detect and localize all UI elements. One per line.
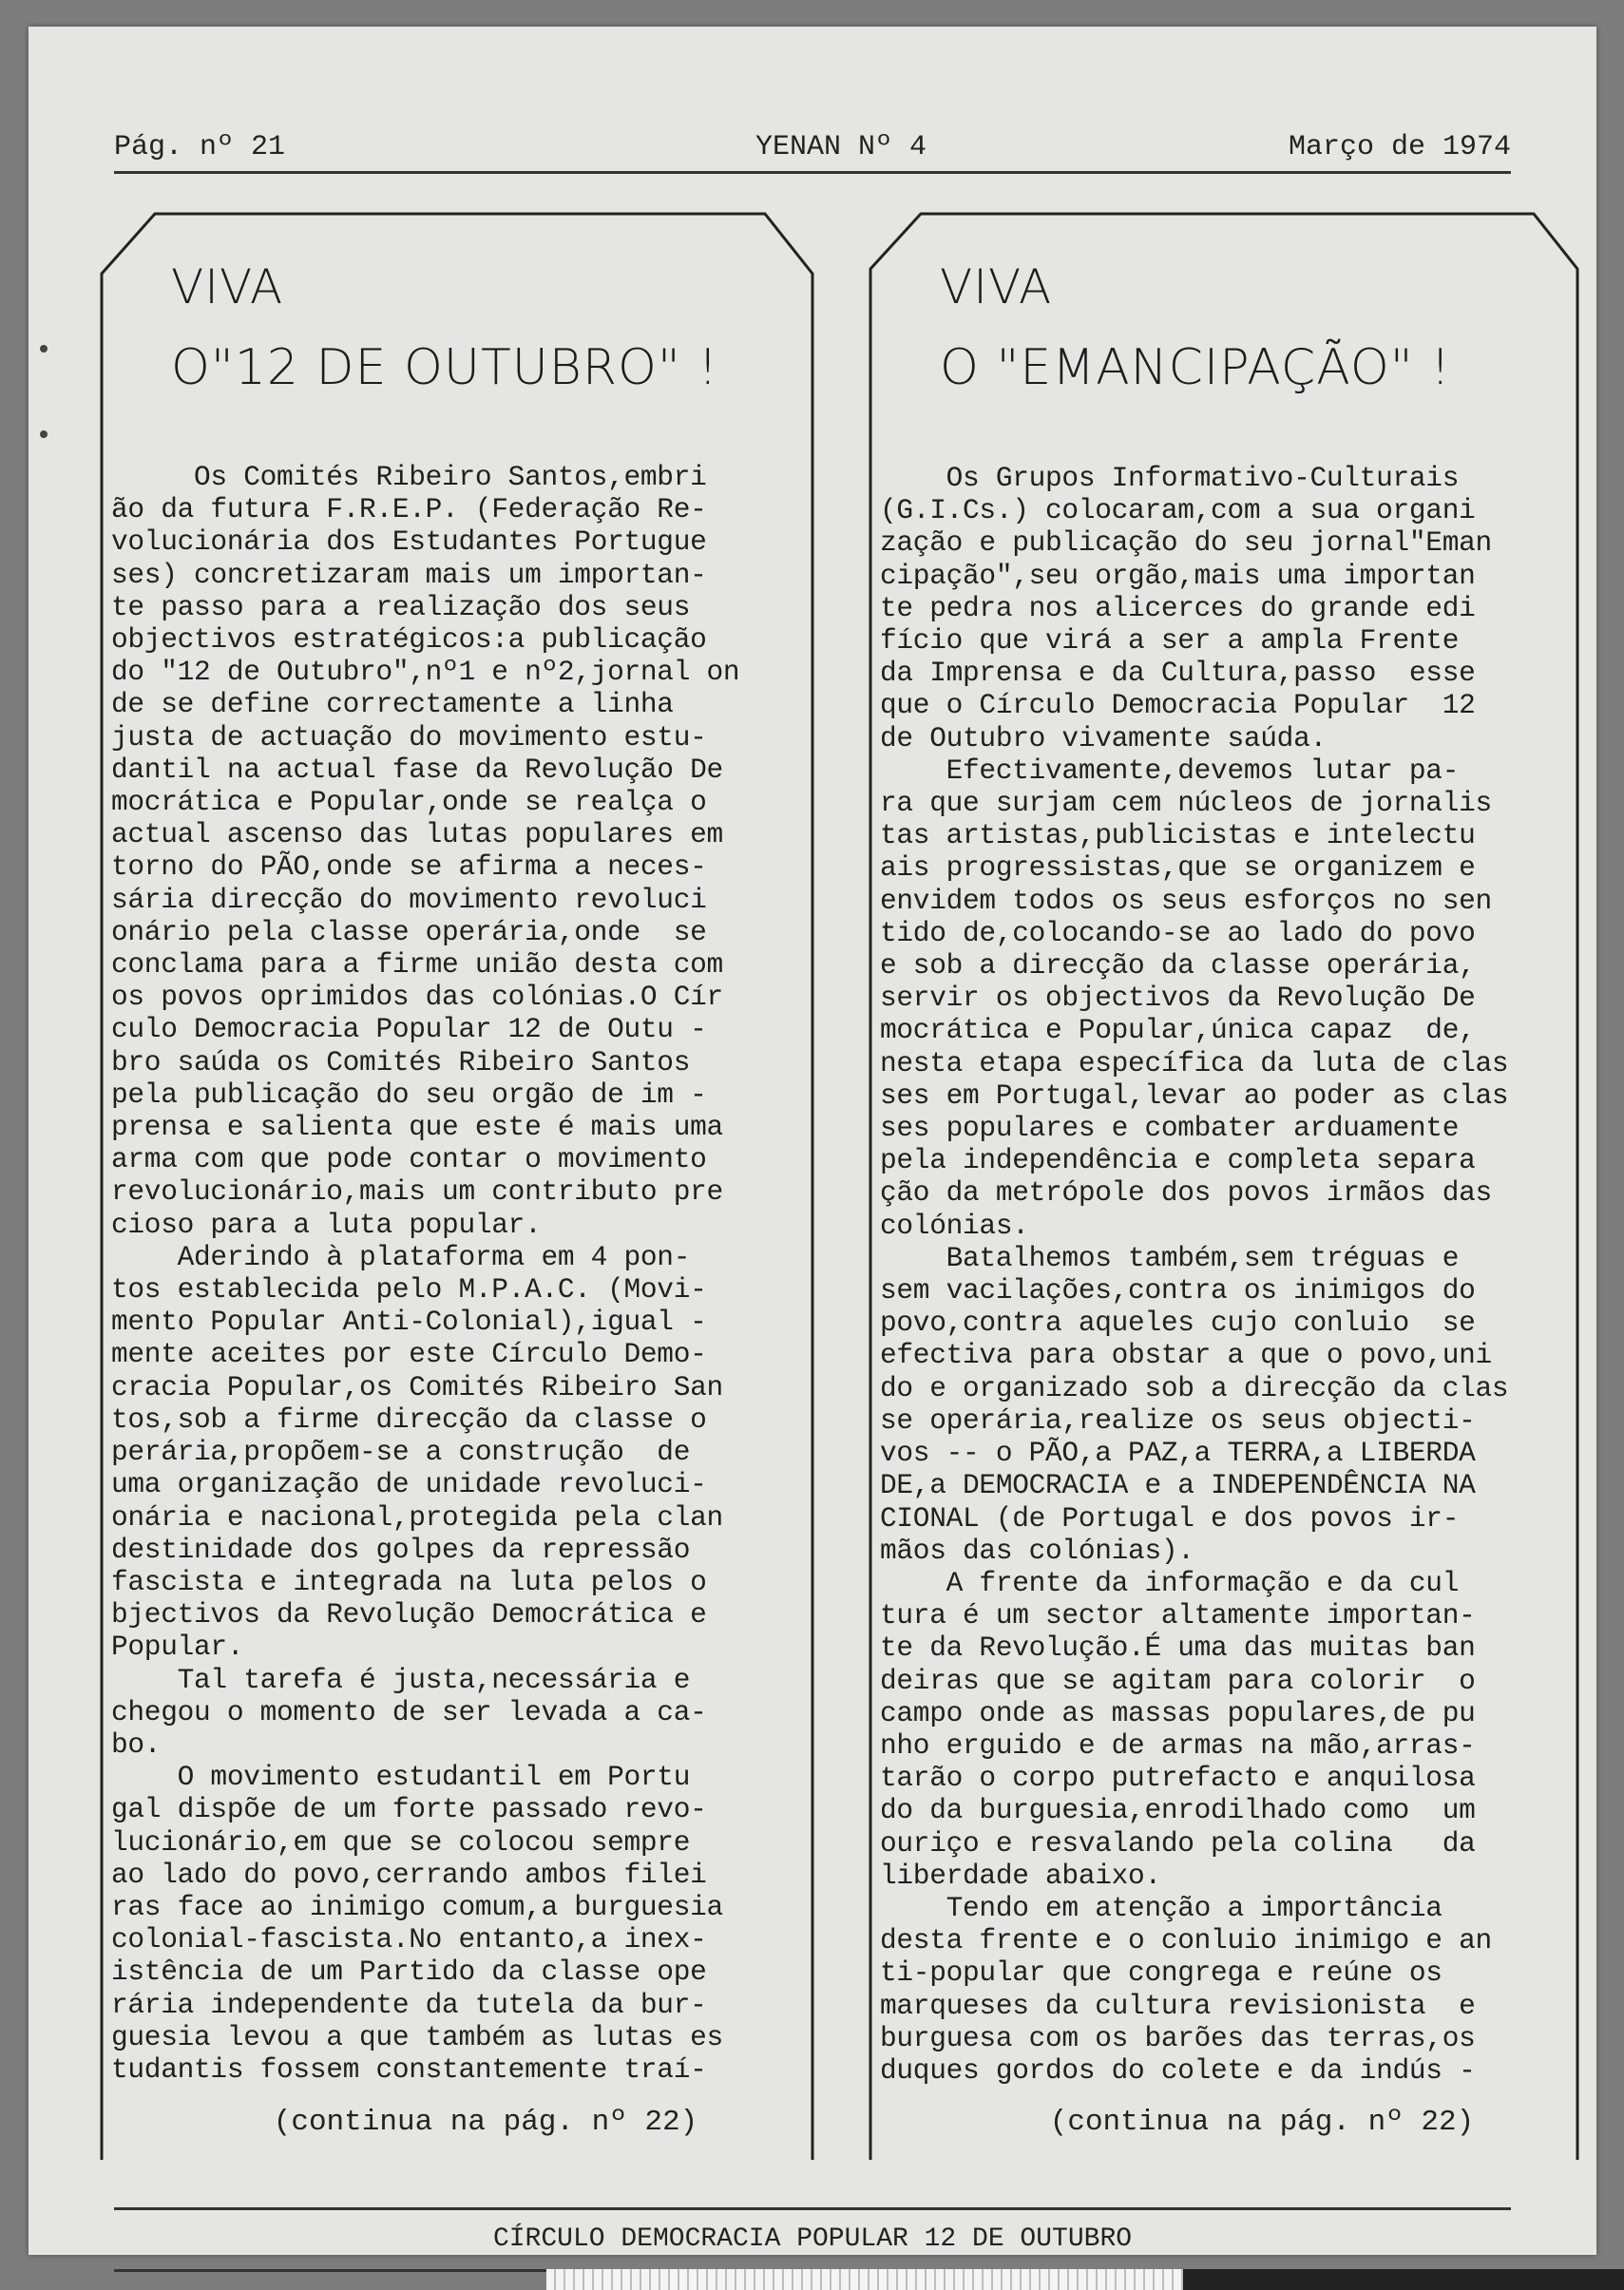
page-number: Pág. nº 21 <box>114 131 286 163</box>
right-title-line1: VIVA <box>940 259 1053 315</box>
left-continuation-note: (continua na pág. nº 22) <box>273 2106 698 2139</box>
page-header <box>114 105 1511 174</box>
scan-scale-bar-dark <box>1183 2269 1624 2290</box>
right-article <box>869 212 1579 2160</box>
punch-hole-mark <box>40 345 48 353</box>
right-article-title <box>940 259 1560 396</box>
document-page <box>29 27 1596 2255</box>
publication-title: YENAN Nº 4 <box>755 131 927 163</box>
punch-hole-mark <box>40 430 48 438</box>
left-title-line1: VIVA <box>171 259 284 315</box>
issue-date: Março de 1974 <box>1288 131 1511 163</box>
right-continuation-note: (continua na pág. nº 22) <box>1049 2106 1475 2139</box>
right-article-body: Os Grupos Informativo-Culturais (G.I.Cs.) colocaram,com a sua organi zação e publicação do seu jornal"Eman cipação",seu orgão,mais uma importan te pedra nos alicerces do grande edi fício que virá a ser a ampla Frente da Imprensa e da Cultura,passo esse que o Círculo Democracia Popular 12 de Outubro vivamente saúda. Efectivamente,devemos lutar pa- ra que surjam cem núcleos de jornalis tas artistas,publicistas e intelectu ais progressistas,que se organizem e envidem todos os seus esforços no sen tido de,colocando-se ao lado do povo e sob a direcção da classe operária, servir os objectivos da Revolução De mocrática e Popular,única capaz de, nesta etapa específica da luta de clas ses em Portugal,levar ao poder as clas ses populares e combater arduamente pela independência e completa separa ção da metrópole dos povos irmãos das colónias. Batalhemos também,sem tréguas e sem vacilações,contra os inimigos do povo,contra aqueles cujo conluio se efectiva para obstar a que o povo,uni do e organizado sob a direcção da clas se operária,realize os seus objecti- vos -- o PÃO,a PAZ,a TERRA,a LIBERDA DE,a DEMOCRACIA e a INDEPENDÊNCIA NA CIONAL (de Portugal e dos povos ir- mãos das colónias). A frente da informação e da cul tura é um sector altamente importan- te da Revolução.É uma das muitas ban deiras que se agitam para colorir o campo onde as massas populares,de pu nho erguido e de armas na mão,arras- tarão o corpo putrefacto e anquilosa do da burguesia,enrodilhado como um ouriço e resvalando pela colina da liberdade abaixo. Tendo em atenção a importância desta frente e o conluio inimigo e an ti-popular que congrega e reúne os marqueses da cultura revisionista e burguesa com os barões das terras,os duques gordos do colete e da indús - <box>880 462 1509 2087</box>
left-article <box>100 212 814 2160</box>
right-title-line2: O "EMANCIPAÇÃO" ! <box>940 339 1452 396</box>
left-article-body: Os Comités Ribeiro Santos,embri ão da futura F.R.E.P. (Federação Re- volucionária dos Estudantes Portugue ses) concretizaram mais um importan- te passo para a realização dos seus objectivos estratégicos:a publicação do "12 de Outubro",nº1 e nº2,jornal on de se define correctamente a linha justa de actuação do movimento estu- dantil na actual fase da Revolução De mocrática e Popular,onde se realça o actual ascenso das lutas populares em torno do PÃO,onde se afirma a neces- sária direcção do movimento revoluci onário pela classe operária,onde se conclama para a firme união desta com os povos oprimidos das colónias.O Cír culo Democracia Popular 12 de Outu - bro saúda os Comités Ribeiro Santos pela publicação do seu orgão de im - prensa e salienta que este é mais uma arma com que pode contar o movimento revolucionário,mais um contributo pre cioso para a luta popular. Aderindo à plataforma em 4 pon- tos establecida pelo M.P.A.C. (Movi- mento Popular Anti-Colonial),igual - mente aceites por este Círculo Demo- cracia Popular,os Comités Ribeiro San tos,sob a firme direcção da classe o perária,propõem-se a construção de uma organização de unidade revoluci- onária e nacional,protegida pela clan destinidade dos golpes da repressão fascista e integrada na luta pelos o bjectivos da Revolução Democrática e Popular. Tal tarefa é justa,necessária e chegou o momento de ser levada a ca- bo. O movimento estudantil em Portu gal dispõe de um forte passado revo- lucionário,em que se colocou sempre ao lado do povo,cerrando ambos filei ras face ao inimigo comum,a burguesia colonial-fascista.No entanto,a inex- istência de um Partido da classe ope rária independente da tutela da bur- guesia levou a que também as lutas es tudantis fossem constantemente traí- <box>111 461 740 2086</box>
page-footer: CÍRCULO DEMOCRACIA POPULAR 12 DE OUTUBRO <box>114 2207 1511 2272</box>
left-article-title <box>171 259 795 396</box>
left-title-line2: O"12 DE OUTUBRO" ! <box>171 339 719 396</box>
